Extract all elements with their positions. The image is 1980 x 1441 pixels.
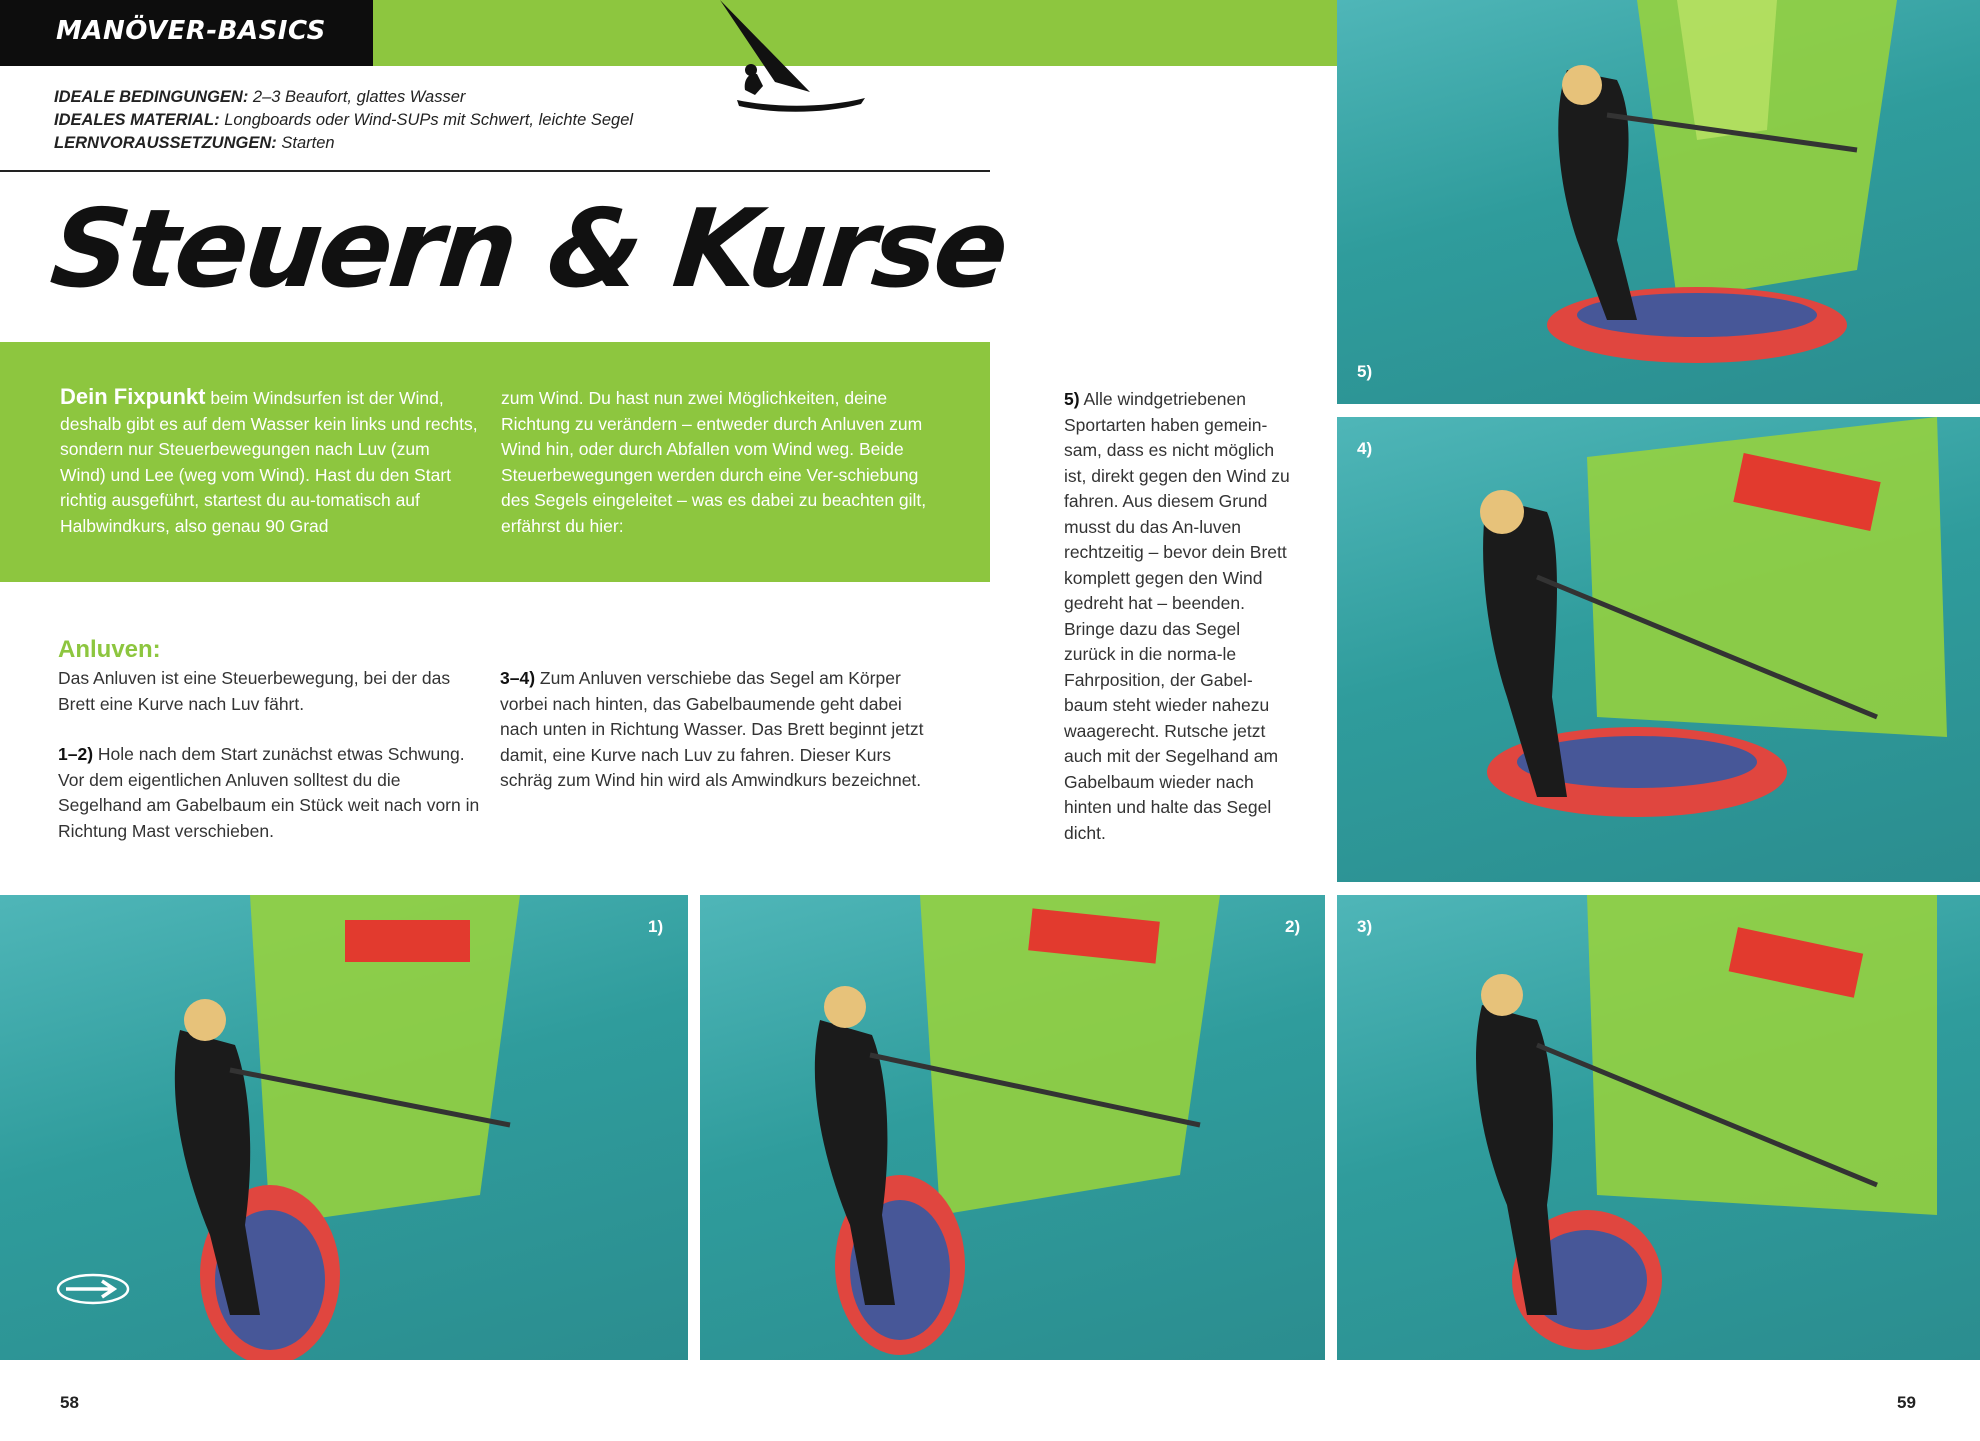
section-label: MANÖVER-BASICS	[56, 16, 326, 46]
photo-label: 3)	[1357, 917, 1373, 936]
page-title: Steuern & Kurse	[45, 187, 1012, 312]
anluven-intro: Das Anluven ist eine Steuerbewegung, bei der das Brett eine Kurve nach Luv fährt.	[58, 668, 451, 714]
photo-label: 4)	[1357, 439, 1373, 458]
photo-label: 1)	[648, 917, 664, 936]
photo-step-2	[700, 895, 1325, 1360]
photo-label: 2)	[1285, 917, 1301, 936]
photo-label: 5)	[1357, 362, 1373, 381]
intro-column-2: zum Wind. Du hast nun zwei Möglichkeiten, deine Richtung zu verändern – entweder durch Anluven zum Wind hin, oder durch Abfallen vom Wind weg. Beide Steuerbewegungen werden durch eine Ver-schiebung des Segels eingeleitet – was es dabei zu beachten gilt, erfährst du hier:	[501, 388, 927, 536]
wind-direction-arrow-icon	[56, 1273, 130, 1305]
page-number-right: 59	[1897, 1393, 1916, 1412]
divider-line	[0, 170, 990, 172]
photo-step-3	[1337, 895, 1980, 1360]
photo-step-1	[0, 895, 688, 1360]
step-3-4-text: 3–4) Zum Anluven verschiebe das Segel am Körper vorbei nach hinten, das Gabelbaumende geht dabei nach unten in Richtung Wasser. Das Brett beginnt jetzt damit, eine Kurve nach Luv zu fahren. Dieser Kurs schräg zum Wind hin wird als Amwindkurs bezeichnet.	[500, 668, 924, 790]
ideal-material: IDEALES MATERIAL: Longboards oder Wind-SUPs mit Schwert, leichte Segel	[54, 111, 634, 129]
step-1-2-text: 1–2) Hole nach dem Start zunächst etwas Schwung. Vor dem eigentlichen Anluven solltest du die Segelhand am Gabelbaum ein Stück weit nach vorn in Richtung Mast verschieben.	[58, 744, 480, 841]
step-5-text: 5) Alle windgetriebenen Sportarten haben gemein-sam, dass es nicht möglich ist, direkt gegen den Wind zu fahren. Aus diesem Grund musst du das An-luven rechtzeitig – bevor dein Brett komplett gegen den Wind gedreht hat – beenden. Bringe dazu das Segel zurück in die norma-le Fahrposition, der Gabel-baum steht wieder nahezu waagerecht. Rutsche jetzt auch mit der Segelhand am Gabelbaum wieder nach hinten und halte das Segel dicht.	[1064, 389, 1290, 843]
ideal-conditions: IDEALE BEDINGUNGEN: 2–3 Beaufort, glattes Wasser	[54, 88, 466, 106]
photo-step-5	[1337, 0, 1980, 404]
anluven-heading: Anluven:	[58, 636, 161, 663]
prerequisites: LERNVORAUSSETZUNGEN: Starten	[54, 134, 335, 152]
page-number-left: 58	[60, 1393, 79, 1412]
photo-step-4	[1337, 417, 1980, 882]
windsurfer-silhouette-icon	[715, 0, 875, 115]
intro-column-1: Dein Fixpunkt beim Windsurfen ist der Wind, deshalb gibt es auf dem Wasser kein links und rechts, sondern nur Steuerbewegungen nach Luv (zum Wind) und Lee (weg vom Wind). Hast du den Start richtig ausgeführt, startest du au-tomatisch auf Halbwindkurs, also genau 90 Grad	[60, 384, 478, 536]
